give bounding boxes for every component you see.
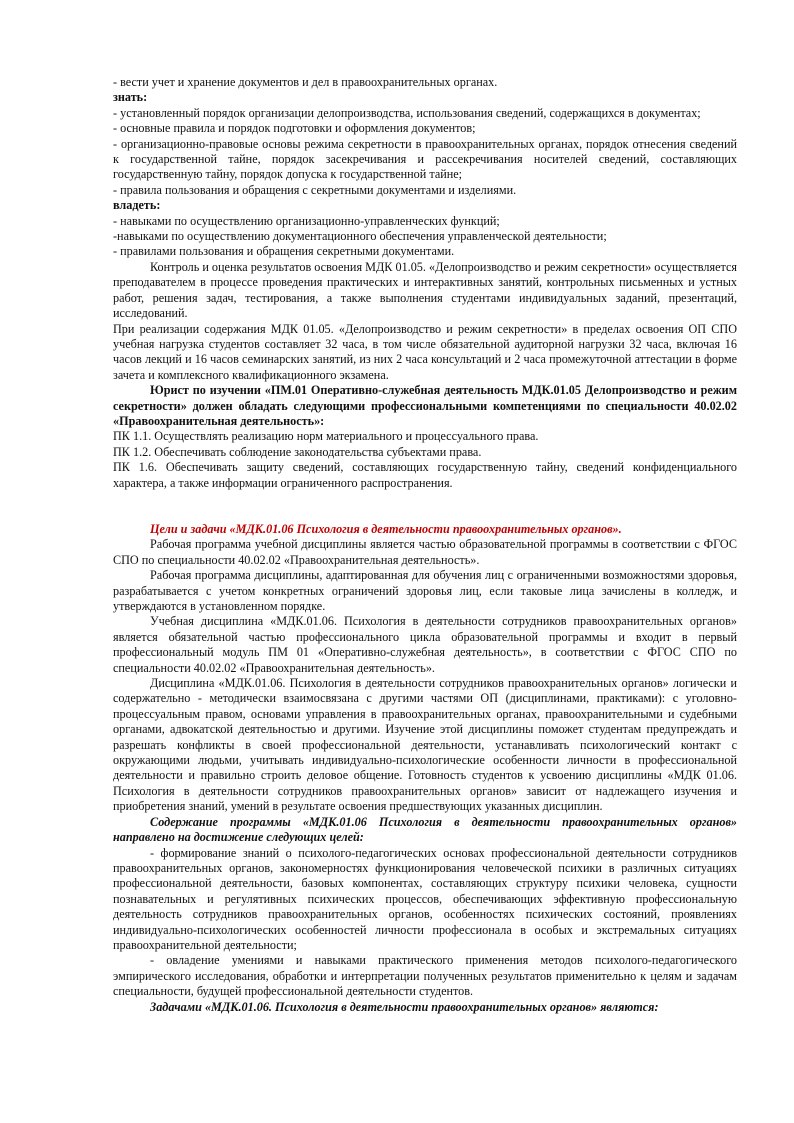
skill-item: - вести учет и хранение документов и дел в правоохранительных органах. (113, 75, 498, 89)
body-paragraph: Учебная дисциплина «МДК.01.06. Психология в деятельности сотрудников правоохранительных органов» является обязательной частью профессионального цикла образовательной программы и входит в первый профессиональный модуль ПМ 01 «Оперативно-служебная деятельность», в соответствии с ФГОС СПО по специальности 40.02.02 «Правоохранительная деятельность». (113, 614, 737, 675)
goal-item: - формирование знаний о психолого-педагогических основах профессиональной деятельности сотрудников правоохранительных органов, закономерностях функционирования человеческой психики в различных ситуациях профессиональной деятельности, базовых компонентах, составляющих структуру психики человека, сущности познавательных и регулятивных психических процессов, обеспечивающих эффективную профессиональную деятельность сотрудников правоохранительных органов, особенностях психических состояний, проявлениях индивидуально-психологических особенностей личности профессионала в особых и экстремальных ситуациях правоохранительной деятельности; (113, 845, 737, 952)
body-paragraph: Рабочая программа дисциплины, адаптированная для обучения лиц с ограниченными возможностями здоровья, разрабатывается с учетом конкретных ограничений здоровья лиц, если таковые лица зачислены в колледж, и утверждаются в установленном порядке. (113, 568, 737, 613)
own-heading: владеть: (113, 198, 161, 213)
body-paragraph: Рабочая программа учебной дисциплины является частью образовательной программы в соответствии с ФГОС СПО по специальности 40.02.02 «Правоохранительная деятельность». (113, 537, 737, 567)
know-item: - основные правила и порядок подготовки и оформления документов; (113, 121, 476, 136)
know-heading: знать: (113, 90, 148, 105)
goal-item: - овладение умениями и навыками практического применения методов психолого-педагогического эмпирического исследования, обработки и интерпретации полученных результатов применительно к целям и задачам специальности, будущей профессиональной деятельности студентов. (113, 953, 737, 999)
competency-item: ПК 1.6. Обеспечивать защиту сведений, составляющих государственную тайну, сведений конфиденциального характера, а также информации ограниченного распространения. (113, 460, 737, 490)
control-paragraph: Контроль и оценка результатов освоения МДК 01.05. «Делопроизводство и режим секретности» осуществляется преподавателем в процессе проведения практических и интерактивных занятий, контрольных письменных и устных работ, решения задач, тестирования, а также выполнения студентами индивидуальных заданий, презентаций, исследований. (113, 259, 737, 321)
load-paragraph: При реализации содержания МДК 01.05. «Делопроизводство и режим секретности» в пределах освоения ОП СПО учебная нагрузка студентов составляет 32 часа, в том числе обязательной аудиторной нагрузки 32 часа, включая 16 часов лекций и 16 часов семинарских занятий, из них 2 часа консультаций и 2 часа промежуточной аттестации в форме зачета и комплексного квалификационного экзамена. (113, 321, 737, 382)
know-item: - организационно-правовые основы режима секретности в правоохранительных органах, порядок отнесения сведений к государственной тайне, порядок засекречивания и рассекречивания носителей сведений, составляющих государственную тайну, порядок допуска к государственной тайне; (113, 136, 737, 182)
competency-item: ПК 1.2. Обеспечивать соблюдение законодательства субъектами права. (113, 444, 482, 459)
own-item: - правилами пользования и обращения секретными документами. (113, 244, 455, 259)
own-item: -навыками по осуществлению документационного обеспечения управленческой деятельности; (113, 229, 607, 244)
section-heading: Цели и задачи «МДК.01.06 Психология в деятельности правоохранительных органов». (150, 521, 622, 536)
competencies-paragraph: Юрист по изучении «ПМ.01 Оперативно-служебная деятельность МДК.01.05 Делопроизводство и режим секретности» должен обладать следующими профессиональными компетенциями по специальности 40.02.02 «Правоохранительная деятельность»: (113, 383, 737, 428)
know-item: - правила пользования и обращения с секретными документами и изделиями. (113, 182, 517, 197)
body-paragraph: Дисциплина «МДК.01.06. Психология в деятельности сотрудников правоохранительных органов» логически и содержательно - методически взаимосвязана с другими частями ОП (дисциплинами, практиками): с уголовно-процессуальным правом, основами управления в правоохранительных органах, правоохранительными и судебными органами, адвокатской деятельностью и другими. Изучение этой дисциплины поможет студентам предупреждать и разрешать конфликты в своей профессиональной деятельности, устанавливать психологический контакт с окружающими людьми, учитывать индивидуально-психологические особенности личности в профессиональной деятельности и правильно строить деловое общение. Готовность студентов к усвоению дисциплины «МДК 01.06. Психология в деятельности сотрудников правоохранительных органов» зависит от надлежащего изучения и приобретения знаний, умений в результате освоения предшествующих указанных дисциплин. (113, 676, 737, 814)
know-item: - установленный порядок организации делопроизводства, использования сведений, содержащихся в документах; (113, 105, 701, 120)
competency-item: ПК 1.1. Осуществлять реализацию норм материального и процессуального права. (113, 429, 539, 444)
content-goals-heading: Содержание программы «МДК.01.06 Психология в деятельности правоохранительных органов» направлено на достижение следующих целей: (113, 814, 737, 845)
tasks-heading: Задачами «МДК.01.06. Психология в деятельности правоохранительных органов» являются: (150, 999, 659, 1014)
document-page (113, 75, 737, 1015)
section-spacer (113, 491, 737, 522)
own-item: - навыками по осуществлению организационно-управленческих функций; (113, 213, 500, 228)
